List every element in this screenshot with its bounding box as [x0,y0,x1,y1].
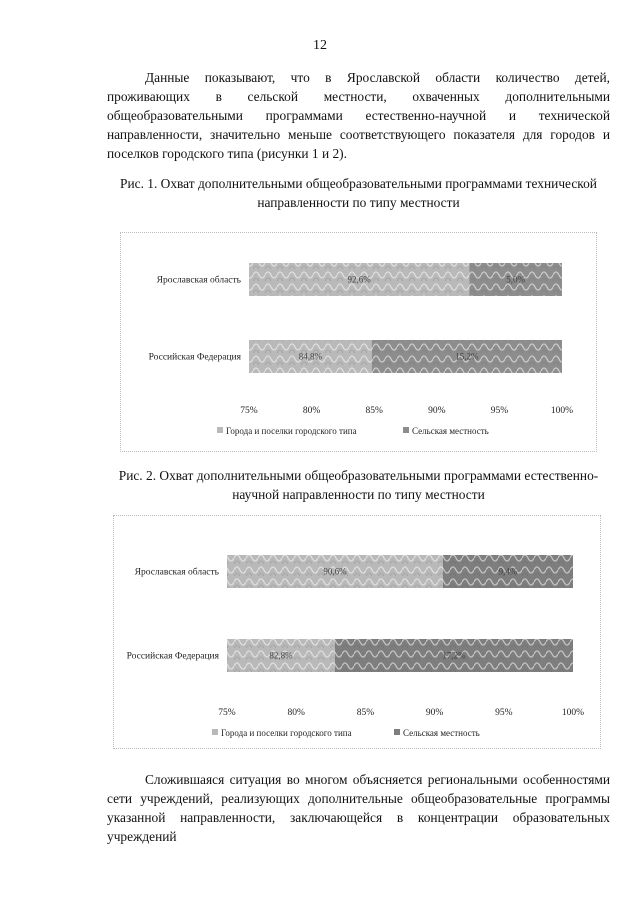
figure-2-chart [113,515,601,749]
figure-1-chart [120,232,597,452]
category-label: Ярославская область [156,275,241,286]
data-label: 84,8% [298,351,322,362]
legend-swatch [217,427,223,433]
legend-swatch [394,729,400,735]
category-label: Российская Федерация [148,352,241,363]
paragraph-explanation [107,770,610,846]
data-label: 90,6% [323,566,347,577]
figure-1-svg [121,233,596,451]
page-number: 12 [313,38,327,53]
figure-2-caption: Рис. 2. Охват дополнительными общеобразовательными программами естественно-научной направленности по типу местности [118,468,599,502]
category-label: Ярославская область [134,567,219,578]
data-label: 9,4% [498,566,518,577]
paragraph-intro-text: Данные показывают, что в Ярославской области количество детей, проживающих в сельской местности, охваченных дополнительными общеобразовательными программами естественно-научной и технической направленности, значительно меньше соответствующего показателя для городов и поселков городского типа (рисунки 1 и 2). [107,70,610,161]
x-tick-label: 75% [218,708,236,718]
paragraph-intro [107,68,610,163]
data-label: 5,0% [506,274,526,285]
x-tick-label: 80% [287,708,305,718]
data-label: 15,2% [455,351,479,362]
x-tick-label: 85% [365,406,383,416]
legend-swatch [403,427,409,433]
data-label: 92,6% [347,274,371,285]
x-tick-label: 100% [550,406,574,416]
legend-swatch [212,729,218,735]
x-tick-label: 90% [428,406,446,416]
legend-entry: Сельская местность [403,728,480,738]
x-tick-label: 100% [561,708,585,718]
figure-2-svg [114,516,600,748]
x-tick-label: 80% [302,406,321,416]
legend-entry: Сельская местность [412,426,489,436]
x-tick-label: 75% [240,406,258,416]
data-label: 17,2% [442,650,466,661]
data-label: 82,8% [269,650,293,661]
x-tick-label: 85% [356,708,375,718]
x-tick-label: 95% [495,708,513,718]
legend-entry: Города и поселки городского типа [226,426,357,436]
x-tick-label: 90% [425,708,444,718]
x-tick-label: 95% [490,406,509,416]
legend-entry: Города и поселки городского типа [221,728,352,738]
category-label: Российская Федерация [126,651,219,662]
paragraph-explanation-text: Сложившаяся ситуация во многом объясняется региональными особенностями сети учреждений, реализующих дополнительные общеобразовательные программы указанной направленности, заключающейся в концентрации образовательных учреждений [107,772,610,844]
figure-1-caption: Рис. 1. Охват дополнительными общеобразовательными программами технической направленности по типу местности [120,176,597,210]
